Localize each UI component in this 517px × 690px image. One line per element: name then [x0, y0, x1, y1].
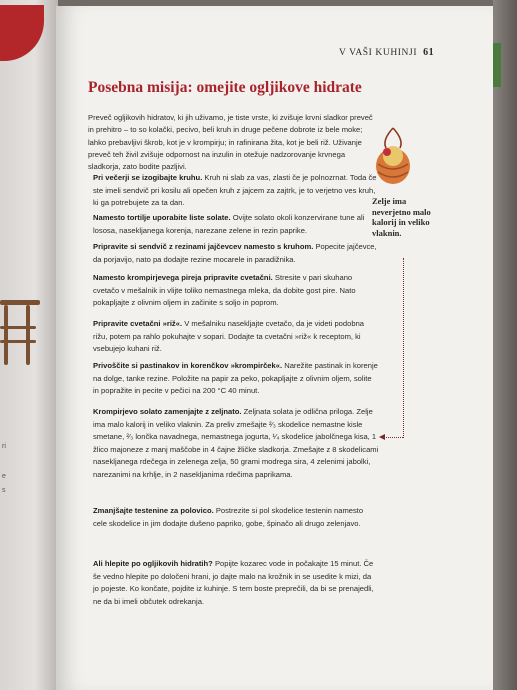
red-tab-decoration	[0, 5, 44, 61]
cabbage-basket-illustration	[374, 126, 412, 188]
tip-text: Ovijte solato okoli konzervirane tune ali lososa, nasekljanega korenja, narezane zelene in rezin paprike.	[93, 213, 365, 235]
fragment: s	[2, 487, 6, 494]
tip-text: Popecite jajčevce, da porjavijo, nato pa dodajte rezine mocarele in paradižnika.	[93, 242, 377, 264]
tip-paragraph	[93, 241, 379, 266]
green-tab-decoration	[493, 43, 501, 87]
tip-text: Zeljnata solata je odlična priloga. Zelje ima malo kalorij in veliko vlaknin. Za preliv zmešajte ²⁄₃ skodelice nemastne kisle smetane, ²⁄₃ lončka navadnega, nemastnega jogurta, ¹⁄₄ skodelice jabolčnega kisa, 1 žlico majoneze z manj maščobe in 4 čajne žličke sladkorja. Zmešajte z 8 skodelicami nasekljanega rdečega in zelenega zelja, 50 grami modrega sira, 4 zelenimi jabolki, narezanimi na krhlje, in 2 nasekljanima rdečima paprikama.	[93, 407, 379, 479]
tip-heading: Namesto tortilje uporabite liste solate.	[93, 213, 231, 222]
tip-paragraph	[93, 212, 379, 237]
chair-rail	[0, 326, 36, 329]
left-page-edge	[0, 0, 58, 690]
tip-text: Popijte kozarec vode in počakajte 15 minut. Če še vedno hlepite po določeni hrani, jo dajte malo na krožnik in se usedite k mizi, da jo pojeste. Ko končate, pojdite iz kuhinje. S tem boste preprečili, da bi se prenajedli, ne da bi imeli občutek odrekanja.	[93, 559, 374, 606]
left-page-text-fragments	[2, 440, 6, 498]
basket-handle	[393, 128, 401, 148]
tip-heading: Pripravite cvetačni »riž«.	[93, 319, 183, 328]
tip-paragraph	[93, 505, 379, 530]
page-edge-shadow	[493, 0, 517, 690]
chair-rail	[0, 340, 36, 343]
page-number: 61	[423, 47, 435, 58]
tip-paragraph	[93, 318, 379, 356]
tip-text: Postrezite si pol skodelice testenin namesto cele skodelice in jim dodajte dušeno papriko, gobe, špinačo ali drugo zelenjavo.	[93, 506, 364, 528]
tip-heading: Namesto krompirjevega pireja pripravite cvetačni.	[93, 273, 273, 282]
side-note: Zelje ima neverjetno malo kalorij in veliko vlaknin.	[372, 196, 431, 238]
tomato-icon	[383, 148, 391, 156]
tip-heading: Pri večerji se izogibajte kruhu.	[93, 173, 203, 182]
tip-text: V mešalniku nasekljajte cvetačo, da je videti podobna rižu, potem pa rahlo pokuhajte v sopari. Dodajte ta cvetačni »riž« k receptom, ki vsebujejo kuhani riž.	[93, 319, 365, 354]
tip-heading: Zmanjšajte testenine za polovico.	[93, 506, 214, 515]
arrow-left-icon	[379, 434, 385, 440]
tip-paragraph	[93, 558, 379, 608]
tip-text: Kruh ni slab za vas, zlasti če je polnozrnat. Toda če ste imeli sendvič pri kosilu ali opečen kruh z jajcem za zajtrk, je to verjetno ves kruh, ki ga potrebujete za ta dan.	[93, 173, 377, 208]
tip-text: Stresite v pari skuhano cvetačo v mešalnik in vlijte toliko nemastnega mleka, da dobite gost pire. Nato pokapljajte z olivnim oljem in začinite s soljo in poprom.	[93, 273, 356, 308]
intro-paragraph: Preveč ogljikovih hidratov, ki jih uživamo, je tiste vrste, ki zvišuje krvni sladkor preveč in prehitro – to so kolački, pecivo, beli kruh in druge pečene dobrote iz bele moke; lahko prebavljivi škrob, kot je v krompirju; in rafinirana žita, kot je beli riž. Uživanje preveč teh živil zvišuje odpornost na inzulin in otežuje nadzorovanje krvnega sladkorja, zato bodite pazljivi.	[88, 113, 373, 172]
tip-heading: Krompirjevo solato zamenjajte z zeljnato.	[93, 407, 242, 416]
chair-leg	[26, 305, 30, 365]
section-title: V VAŠI KUHINJI	[339, 48, 418, 58]
chair-leg	[4, 305, 8, 365]
tip-text: Narežite pastinak in korenje na dolge, tanke rezine. Položite na papir za peko, pokapljajte z olivnim oljem, solite in popražite in pecite v pečici na 200 °C 40 minut.	[93, 361, 378, 396]
tip-paragraph	[93, 172, 379, 210]
callout-line	[384, 437, 403, 438]
tip-paragraph	[93, 360, 379, 398]
tip-heading: Ali hlepite po ogljikovih hidratih?	[93, 559, 213, 568]
tip-paragraph	[93, 406, 379, 482]
tip-heading: Privoščite si pastinakov in korenčkov »krompirček«.	[93, 361, 283, 370]
tip-paragraph	[93, 272, 379, 310]
tip-heading: Pripravite si sendvič z rezinami jajčevcev namesto s kruhom.	[93, 242, 314, 251]
callout-line	[403, 258, 404, 438]
article-title: Posebna misija: omejite ogljikove hidrate	[88, 79, 362, 96]
fragment: e	[2, 473, 6, 480]
basket-handle	[385, 128, 393, 148]
fragment: ri	[2, 443, 6, 450]
running-header	[339, 47, 434, 58]
